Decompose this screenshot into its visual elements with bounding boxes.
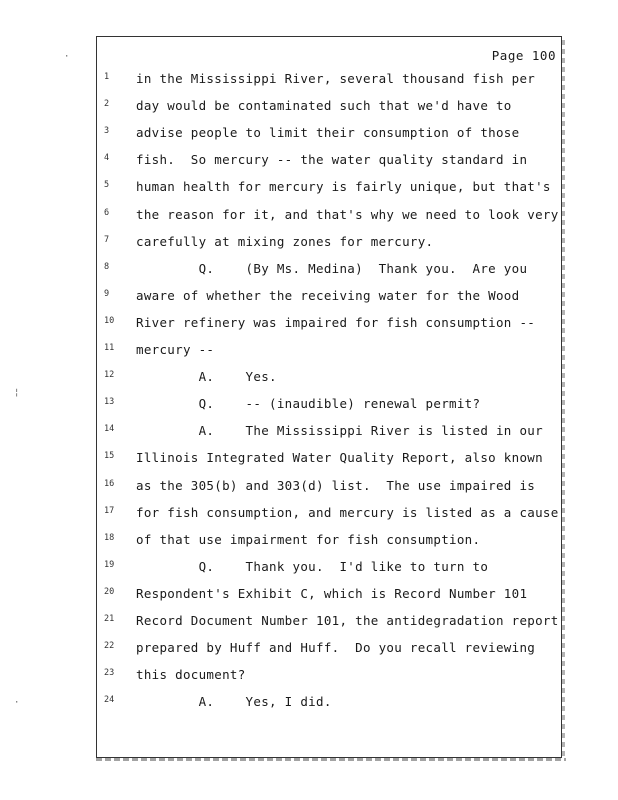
- transcript-line: day would be contaminated such that we'd have to: [136, 98, 512, 113]
- transcript-line: the reason for it, and that's why we need to look very: [136, 207, 559, 222]
- transcript-line: Record Document Number 101, the antidegradation report: [136, 613, 559, 628]
- line-number: 20: [104, 587, 115, 597]
- line-number: 22: [104, 641, 115, 651]
- line-number: 2: [104, 99, 110, 109]
- line-number: 12: [104, 370, 115, 380]
- line-number: 19: [104, 560, 115, 570]
- transcript-line: fish. So mercury -- the water quality standard in: [136, 152, 528, 167]
- page-right-edge: [562, 40, 565, 758]
- transcript-line: prepared by Huff and Huff. Do you recall reviewing: [136, 640, 536, 655]
- line-number: 6: [104, 208, 110, 218]
- transcript-line: A. Yes.: [136, 369, 277, 384]
- transcript-line: Respondent's Exhibit C, which is Record Number 101: [136, 586, 528, 601]
- transcript-line: human health for mercury is fairly unique, but that's: [136, 179, 551, 194]
- transcript-line: Q. (By Ms. Medina) Thank you. Are you: [136, 261, 528, 276]
- line-number: 8: [104, 262, 110, 272]
- transcript-line: advise people to limit their consumption of those: [136, 125, 520, 140]
- line-number: 1: [104, 72, 110, 82]
- transcript-line: of that use impairment for fish consumption.: [136, 532, 481, 547]
- transcript-line: mercury --: [136, 342, 215, 357]
- line-number: 13: [104, 397, 115, 407]
- transcript-line: Illinois Integrated Water Quality Report, also known: [136, 450, 543, 465]
- line-number: 18: [104, 533, 115, 543]
- transcript-line: for fish consumption, and mercury is listed as a cause: [136, 505, 559, 520]
- line-number: 21: [104, 614, 115, 624]
- transcript-line: Q. -- (inaudible) renewal permit?: [136, 396, 481, 411]
- transcript-line: A. Yes, I did.: [136, 694, 332, 709]
- line-number: 15: [104, 451, 115, 461]
- margin-speck: ·: [14, 698, 20, 708]
- line-number: 23: [104, 668, 115, 678]
- page-number: Page 100: [491, 48, 556, 63]
- transcript-line: carefully at mixing zones for mercury.: [136, 234, 434, 249]
- transcript-line: aware of whether the receiving water for the Wood: [136, 288, 520, 303]
- transcript-line: in the Mississippi River, several thousand fish per: [136, 71, 536, 86]
- line-number: 4: [104, 153, 110, 163]
- line-number: 24: [104, 695, 115, 705]
- line-number: 10: [104, 316, 115, 326]
- transcript-line: this document?: [136, 667, 246, 682]
- line-number: 11: [104, 343, 115, 353]
- transcript-line: Q. Thank you. I'd like to turn to: [136, 559, 489, 574]
- line-number: 5: [104, 180, 110, 190]
- page-bottom-edge: [96, 758, 566, 761]
- line-number: 17: [104, 506, 115, 516]
- margin-speck: ·: [64, 52, 70, 62]
- line-number: 9: [104, 289, 110, 299]
- line-number: 16: [104, 479, 115, 489]
- transcript-line: River refinery was impaired for fish consumption --: [136, 315, 536, 330]
- transcript-line: A. The Mississippi River is listed in our: [136, 423, 543, 438]
- line-number: 3: [104, 126, 110, 136]
- transcript-line: as the 305(b) and 303(d) list. The use impaired is: [136, 478, 536, 493]
- margin-speck: ¦: [14, 388, 20, 398]
- line-number: 7: [104, 235, 110, 245]
- line-number: 14: [104, 424, 115, 434]
